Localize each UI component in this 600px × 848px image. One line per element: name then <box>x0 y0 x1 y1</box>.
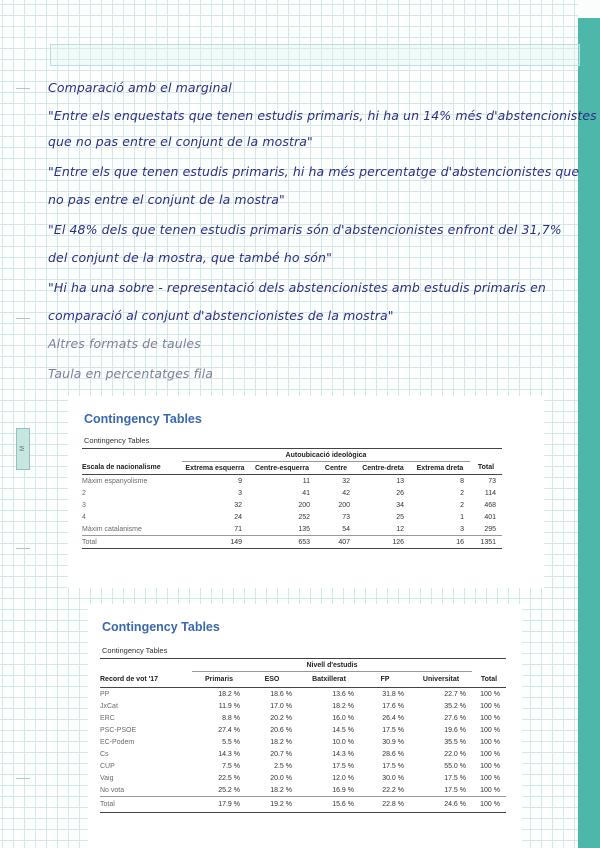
row-label: Total <box>100 801 115 808</box>
row-label: 2 <box>82 489 86 497</box>
table-cell: 30.9 % <box>382 738 404 746</box>
column-header: Primaris <box>204 676 234 683</box>
table-row <box>100 760 506 772</box>
table-cell: 16.0 % <box>332 714 354 722</box>
contingency-table-card-2 <box>88 604 522 848</box>
table-row <box>100 748 506 760</box>
table-cell: 8 <box>460 477 464 485</box>
table-cell: 32 <box>234 501 242 509</box>
table-cell: 8.8 % <box>222 714 240 722</box>
table-cell: 100 % <box>480 786 500 794</box>
column-header: Extrema dreta <box>416 464 464 472</box>
table-cell: 27.6 % <box>444 714 466 722</box>
row-label: Total <box>82 538 97 546</box>
row-label: 3 <box>82 501 86 509</box>
column-header: Total <box>477 464 495 472</box>
table-total-row <box>82 536 502 549</box>
table-cell: 14.3 % <box>332 750 354 758</box>
row-label: Vaig <box>100 774 114 782</box>
table-cell: 135 <box>298 525 310 533</box>
punch-mark <box>16 548 30 549</box>
punch-mark <box>16 778 30 779</box>
table-cell: 2 <box>460 501 464 509</box>
table-cell: 16 <box>456 538 464 546</box>
table-cell: 18.2 % <box>218 690 240 698</box>
table-cell: 11 <box>302 477 310 485</box>
notebook-edge-strip <box>578 18 600 848</box>
table-cell: 468 <box>484 501 496 509</box>
table-cell: 20.6 % <box>270 726 292 734</box>
notes-line: "Hi ha una sobre - representació dels abstencionistes amb estudis primaris en <box>48 280 546 295</box>
row-label: Cs <box>100 750 109 758</box>
table-cell: 3 <box>238 489 242 497</box>
notes-footer-line: Taula en percentatges fila <box>48 366 214 381</box>
column-header: Total <box>480 675 498 683</box>
table-cell: 71 <box>234 525 242 533</box>
row-label: No vota <box>100 786 125 794</box>
table-cell: 26.4 % <box>382 714 404 722</box>
table-cell: 100 % <box>480 738 500 746</box>
table-cell: 10.0 % <box>332 738 354 746</box>
table-row <box>100 724 506 736</box>
table-row <box>82 523 502 536</box>
table-cell: 17.5 % <box>444 786 466 794</box>
table-cell: 18.2 % <box>332 702 354 710</box>
table-cell: 14.5 % <box>332 726 354 734</box>
table-title: Contingency Tables <box>84 412 202 426</box>
table-row <box>82 475 502 488</box>
table-row <box>82 511 502 523</box>
table-cell: 22.8 % <box>382 801 404 808</box>
table-cell: 252 <box>298 513 310 521</box>
row-header: Escala de nacionalisme <box>82 464 161 472</box>
table-cell: 100 % <box>480 714 500 722</box>
table-subtitle: Contingency Tables <box>102 646 168 655</box>
table-cell: 295 <box>484 525 496 533</box>
table-cell: 126 <box>392 538 404 546</box>
table-cell: 5.5 % <box>222 738 240 746</box>
column-header: ESO <box>264 676 280 683</box>
table-row <box>100 772 506 784</box>
table-cell: 41 <box>302 489 310 497</box>
table-cell: 100 % <box>480 801 500 808</box>
row-label: Màxim catalanisme <box>82 525 142 533</box>
table-cell: 17.5 % <box>444 774 466 782</box>
row-header: Record de vot '17 <box>100 675 159 683</box>
table-cell: 28.6 % <box>382 750 404 758</box>
table-cell: 407 <box>338 538 350 546</box>
table-cell: 20.7 % <box>270 750 292 758</box>
column-header: Centre-esquerra <box>254 464 310 472</box>
table-cell: 20.0 % <box>270 774 292 782</box>
table-row <box>100 712 506 724</box>
table-cell: 7.5 % <box>222 762 240 770</box>
table-cell: 32 <box>342 477 350 485</box>
table-cell: 24.6 % <box>444 801 466 808</box>
table-cell: 15.6 % <box>332 801 354 808</box>
table-cell: 42 <box>342 489 350 497</box>
table-row <box>100 700 506 712</box>
table-cell: 200 <box>338 501 350 509</box>
table-total-row <box>100 797 506 813</box>
contingency-table-2 <box>100 658 506 813</box>
table-cell: 100 % <box>480 774 500 782</box>
table-cell: 22.2 % <box>382 786 404 794</box>
column-header: Extrema esquerra <box>185 464 245 472</box>
table-cell: 17.5 % <box>382 726 404 734</box>
table-cell: 34 <box>396 501 404 509</box>
punch-mark <box>16 318 30 319</box>
table-cell: 19.6 % <box>444 726 466 734</box>
table-cell: 11.9 % <box>218 702 240 710</box>
row-label: ERC <box>100 714 115 722</box>
table-title: Contingency Tables <box>102 620 220 634</box>
row-label: 4 <box>82 513 86 521</box>
table-cell: 401 <box>484 513 496 521</box>
table-cell: 9 <box>238 477 242 485</box>
table-cell: 13 <box>396 477 404 485</box>
table-cell: 18.2 % <box>270 738 292 746</box>
table-cell: 653 <box>298 538 310 546</box>
notes-line: que no pas entre el conjunt de la mostra" <box>48 134 313 149</box>
column-header: Centre <box>324 464 348 472</box>
table-cell: 13.6 % <box>332 690 354 698</box>
table-cell: 17.6 % <box>382 702 404 710</box>
table-cell: 14.3 % <box>218 750 240 758</box>
table-cell: 73 <box>342 513 350 521</box>
table-cell: 100 % <box>480 762 500 770</box>
row-label: Màxim espanyolisme <box>82 477 148 485</box>
group-header: Nivell d'estudis <box>192 659 472 672</box>
group-header: Autoubicació ideològica <box>182 449 470 462</box>
table-cell: 114 <box>484 489 496 497</box>
table-cell: 35.2 % <box>444 702 466 710</box>
notes-heading: Comparació amb el marginal <box>48 80 232 95</box>
table-cell: 25 <box>396 513 404 521</box>
page-header-band <box>50 44 580 66</box>
table-cell: 30.0 % <box>382 774 404 782</box>
column-header: Centre-dreta <box>362 464 404 472</box>
table-cell: 22.0 % <box>444 750 466 758</box>
notes-line: "El 48% dels que tenen estudis primaris són d'abstencionistes enfront del 31,7% <box>48 222 562 237</box>
table-row <box>100 736 506 748</box>
notes-line: "Entre els enquestats que tenen estudis primaris, hi ha un 14% més d'abstencionistes <box>48 108 597 123</box>
table-cell: 12.0 % <box>332 774 354 782</box>
column-header: Universitat <box>422 676 460 683</box>
table-cell: 17.5 % <box>382 762 404 770</box>
row-label: JxCat <box>100 702 118 710</box>
table-cell: 18.6 % <box>270 690 292 698</box>
table-subtitle: Contingency Tables <box>84 436 150 445</box>
table-cell: 1 <box>460 513 464 521</box>
contingency-table-card-1 <box>68 396 544 588</box>
side-tab-label: M <box>16 428 30 470</box>
table-row <box>100 688 506 701</box>
table-cell: 2.5 % <box>274 762 292 770</box>
table-cell: 17.9 % <box>218 801 240 808</box>
table-cell: 27.4 % <box>218 726 240 734</box>
table-cell: 2 <box>460 489 464 497</box>
table-cell: 3 <box>460 525 464 533</box>
column-header: Batxillerat <box>312 676 346 683</box>
row-label: CUP <box>100 762 115 770</box>
table-cell: 25.2 % <box>218 786 240 794</box>
table-cell: 19.2 % <box>270 801 292 808</box>
table-cell: 18.2 % <box>270 786 292 794</box>
table-cell: 54 <box>342 525 350 533</box>
table-cell: 31.8 % <box>382 690 404 698</box>
table-cell: 26 <box>396 489 404 497</box>
table-cell: 24 <box>234 513 242 521</box>
notes-footer-line: Altres formats de taules <box>48 336 201 351</box>
table-cell: 12 <box>396 525 404 533</box>
row-label: PSC-PSOE <box>100 726 137 734</box>
table-cell: 100 % <box>480 690 500 698</box>
table-cell: 22.7 % <box>444 690 466 698</box>
table-cell: 100 % <box>480 702 500 710</box>
table-cell: 17.5 % <box>332 762 354 770</box>
column-header: FP <box>380 676 390 683</box>
table-cell: 100 % <box>480 726 500 734</box>
table-cell: 55.0 % <box>444 762 466 770</box>
table-cell: 22.5 % <box>218 774 240 782</box>
notes-line: "Entre els que tenen estudis primaris, hi ha més percentatge d'abstencionistes que <box>48 164 580 179</box>
punch-mark <box>16 88 30 89</box>
table-cell: 20.2 % <box>270 714 292 722</box>
table-cell: 200 <box>298 501 310 509</box>
table-row <box>82 499 502 511</box>
table-cell: 1351 <box>480 538 496 546</box>
row-label: EC-Podem <box>100 738 135 746</box>
table-row <box>82 487 502 499</box>
notes-line: no pas entre el conjunt de la mostra" <box>48 192 285 207</box>
contingency-table-1 <box>82 448 502 549</box>
table-cell: 35.5 % <box>444 738 466 746</box>
table-cell: 100 % <box>480 750 500 758</box>
table-cell: 16.9 % <box>332 786 354 794</box>
table-cell: 17.0 % <box>270 702 292 710</box>
notes-line: del conjunt de la mostra, que també ho són" <box>48 250 332 265</box>
table-cell: 73 <box>488 477 496 485</box>
row-label: PP <box>100 690 110 698</box>
table-cell: 149 <box>230 538 242 546</box>
notes-line: comparació al conjunt d'abstencionistes de la mostra" <box>48 308 394 323</box>
table-row <box>100 784 506 797</box>
